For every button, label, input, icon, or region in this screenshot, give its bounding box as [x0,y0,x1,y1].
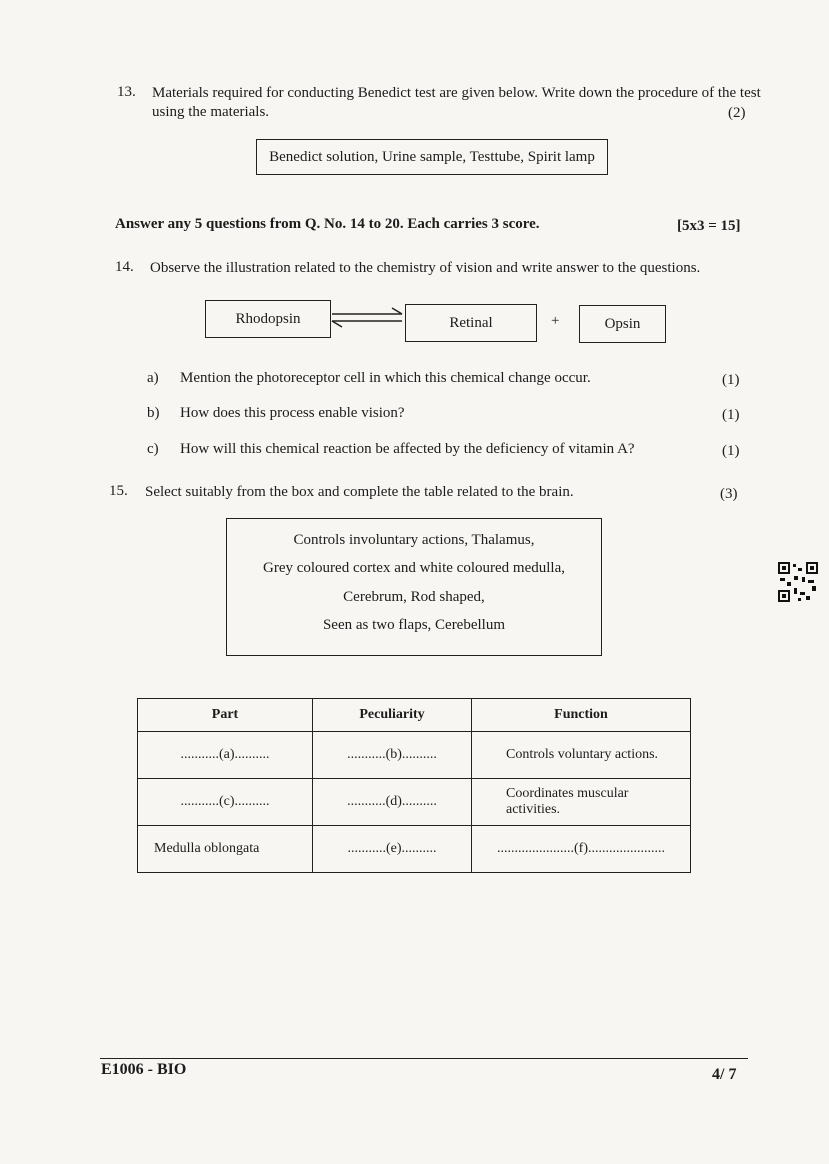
table-row [138,732,691,779]
q14b-score: (1) [722,407,740,423]
rhodopsin-label: Rhodopsin [235,310,301,327]
q14b-label: b) [147,405,160,421]
opsin-label: Opsin [604,315,641,332]
retinal-label: Retinal [449,314,493,331]
cell-medulla: Medulla oblongata [138,826,313,873]
brain-table [137,698,691,873]
footer-page-number: 4/ 7 [712,1066,737,1083]
cell-e: ...........(e).......... [313,826,472,873]
table-row [138,779,691,826]
cell-function-1: Controls voluntary actions. [472,732,691,779]
q13-score: (2) [728,105,746,121]
qr-code-icon [778,562,818,602]
cell-c: ...........(c).......... [138,779,313,826]
retinal-box [405,304,537,342]
q13-materials-box [256,139,608,175]
cell-d: ...........(d).......... [313,779,472,826]
footer-divider [100,1058,748,1059]
q13-text-line2: using the materials. [152,104,270,120]
table-row [138,826,691,873]
q14a-label: a) [147,370,159,386]
q14b-text: How does this process enable vision? [180,405,405,421]
cell-f: ......................(f)...................... [472,826,691,873]
option-line-4: Seen as two flaps, Cerebellum [322,617,506,633]
q14a-text: Mention the photoreceptor cell in which this chemical change occur. [180,370,591,386]
q14-text: Observe the illustration related to the chemistry of vision and write answer to the questions. [150,260,701,276]
section-marks: [5x3 = 15] [677,218,741,234]
header-part: Part [138,699,313,732]
footer-code: E1006 - BIO [101,1061,187,1078]
q15-text: Select suitably from the box and complete the table related to the brain. [145,484,574,500]
cell-a: ...........(a).......... [138,732,313,779]
header-peculiarity: Peculiarity [313,699,472,732]
q14-number: 14. [115,259,134,275]
q13-text-line1: Materials required for conducting Benedict test are given below. Write down the procedure of the test [152,85,761,101]
rhodopsin-box [205,300,331,338]
table-header-row [138,699,691,732]
q15-options-box [226,518,602,656]
reversible-reaction-arrow-icon [330,306,406,328]
option-line-1: Controls involuntary actions, Thalamus, [293,532,535,548]
cell-function-2: Coordinates muscular activities. [472,779,691,826]
q14c-text: How will this chemical reaction be affected by the deficiency of vitamin A? [180,441,635,457]
plus-sign: + [551,313,560,329]
q13-materials-text: Benedict solution, Urine sample, Testtube, Spirit lamp [269,148,595,165]
q15-number: 15. [109,483,128,499]
opsin-box [579,305,666,343]
q14c-label: c) [147,441,159,457]
option-line-3: Cerebrum, Rod shaped, [343,589,485,605]
q14c-score: (1) [722,443,740,459]
q15-score: (3) [720,486,738,502]
section-instruction: Answer any 5 questions from Q. No. 14 to 20. Each carries 3 score. [115,216,540,232]
option-line-2: Grey coloured cortex and white coloured medulla, [263,560,565,576]
q13-number: 13. [117,84,136,100]
header-function: Function [472,699,691,732]
cell-b: ...........(b).......... [313,732,472,779]
q14a-score: (1) [722,372,740,388]
